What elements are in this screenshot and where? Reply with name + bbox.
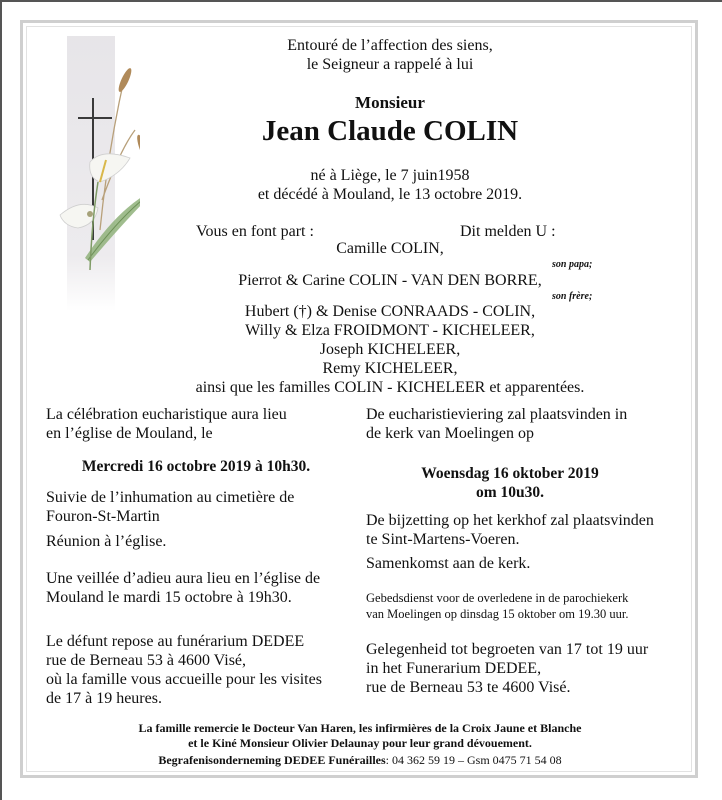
nl-burial-line-1: De bijzetting op het kerkhof zal plaatsvinden bbox=[366, 512, 654, 529]
nl-burial-line-2: te Sint-Martens-Voeren. bbox=[366, 531, 520, 548]
fr-burial-line-1: Suivie de l’inhumation au cimetière de bbox=[46, 489, 295, 506]
image-edge-left bbox=[0, 0, 2, 800]
wheat-ear-1 bbox=[116, 67, 133, 94]
fr-visit-line-2: rue de Berneau 53 à 4600 Visé, bbox=[46, 652, 247, 669]
nl-ceremony-line-1: De eucharistieviering zal plaatsvinden in bbox=[366, 406, 628, 423]
fr-visit-line-3: où la famille vous accueille pour les visites bbox=[46, 671, 322, 688]
nl-vigil-line-1: Gebedsdienst voor de overledene in de parochiekerk bbox=[366, 591, 629, 605]
death-line: et décédé à Mouland, le 13 octobre 2019. bbox=[257, 186, 523, 203]
announcers-label-fr: Vous en font part : bbox=[196, 223, 314, 240]
nl-visit-line-3: rue de Berneau 53 te 4600 Visé. bbox=[366, 679, 571, 696]
lily-upper bbox=[90, 154, 130, 182]
fr-visit-line-4: de 17 à 19 heures. bbox=[46, 690, 162, 707]
nl-ceremony-line-2: de kerk van Moelingen op bbox=[366, 425, 534, 442]
family-member: Hubert (†) & Denise CONRAADS - COLIN, bbox=[244, 303, 536, 320]
fr-visit-line-1: Le défunt repose au funérarium DEDEE bbox=[46, 633, 305, 650]
fr-ceremony-line-2: en l’église de Mouland, le bbox=[46, 425, 213, 442]
family-relation: son papa; bbox=[552, 259, 593, 270]
nl-visit-line-2: in het Funerarium DEDEE, bbox=[366, 660, 542, 677]
wheat-ear-2 bbox=[135, 134, 140, 163]
deceased-name: Jean Claude COLIN bbox=[261, 115, 519, 147]
family-relation: son frère; bbox=[552, 291, 593, 302]
fr-burial-line-2: Fouron-St-Martin bbox=[46, 508, 160, 525]
family-member: Remy KICHELEER, bbox=[322, 360, 458, 377]
intro-line-1: Entouré de l’affection des siens, bbox=[287, 37, 493, 54]
family-member: Willy & Elza FROIDMONT - KICHELEER, bbox=[245, 322, 535, 339]
fr-ceremony-line-1: La célébration eucharistique aura lieu bbox=[46, 406, 287, 423]
family-member: Camille COLIN, bbox=[336, 240, 444, 257]
nl-ceremony-date-line-1: Woensdag 16 oktober 2019 bbox=[421, 465, 599, 482]
thanks-line-2: et le Kiné Monsieur Olivier Delaunay pour leur grand dévouement. bbox=[188, 736, 532, 750]
intro-line-2: le Seigneur a rappelé à lui bbox=[306, 56, 474, 73]
nl-ceremony-date-line-2: om 10u30. bbox=[475, 484, 545, 501]
honorific: Monsieur bbox=[355, 93, 425, 112]
fr-ceremony-date: Mercredi 16 octobre 2019 à 10h30. bbox=[81, 458, 311, 475]
family-member: ainsi que les familles COLIN - KICHELEER et apparentées. bbox=[195, 379, 585, 396]
image-edge-top bbox=[0, 0, 722, 2]
funeral-home-line bbox=[40, 752, 680, 768]
birth-line: né à Liège, le 7 juin1958 bbox=[310, 167, 470, 184]
funeral-home-contact: : 04 362 59 19 – Gsm 0475 71 54 08 bbox=[385, 753, 562, 767]
fr-vigil-line-2: Mouland le mardi 15 octobre à 19h30. bbox=[46, 589, 292, 606]
family-member: Joseph KICHELEER, bbox=[319, 341, 461, 358]
family-member: Pierrot & Carine COLIN - VAN DEN BORRE, bbox=[238, 272, 542, 289]
nl-vigil-line-2: van Moelingen op dinsdag 15 oktober om 19.30 uur. bbox=[366, 607, 629, 621]
nl-reunion: Samenkomst aan de kerk. bbox=[366, 555, 531, 572]
announcers-label-nl: Dit melden U : bbox=[460, 223, 556, 240]
fr-vigil-line-1: Une veillée d’adieu aura lieu en l’église de bbox=[46, 570, 321, 587]
funeral-home-label: Begrafenisonderneming DEDEE Funérailles bbox=[158, 753, 386, 767]
fr-reunion: Réunion à l’église. bbox=[46, 533, 167, 550]
nl-visit-line-1: Gelegenheid tot begroeten van 17 tot 19 uur bbox=[366, 641, 649, 658]
thanks-line-1: La famille remercie le Docteur Van Haren, les infirmières de la Croix Jaune et Blanche bbox=[138, 721, 582, 735]
cross-lily-ornament-icon bbox=[40, 30, 140, 330]
